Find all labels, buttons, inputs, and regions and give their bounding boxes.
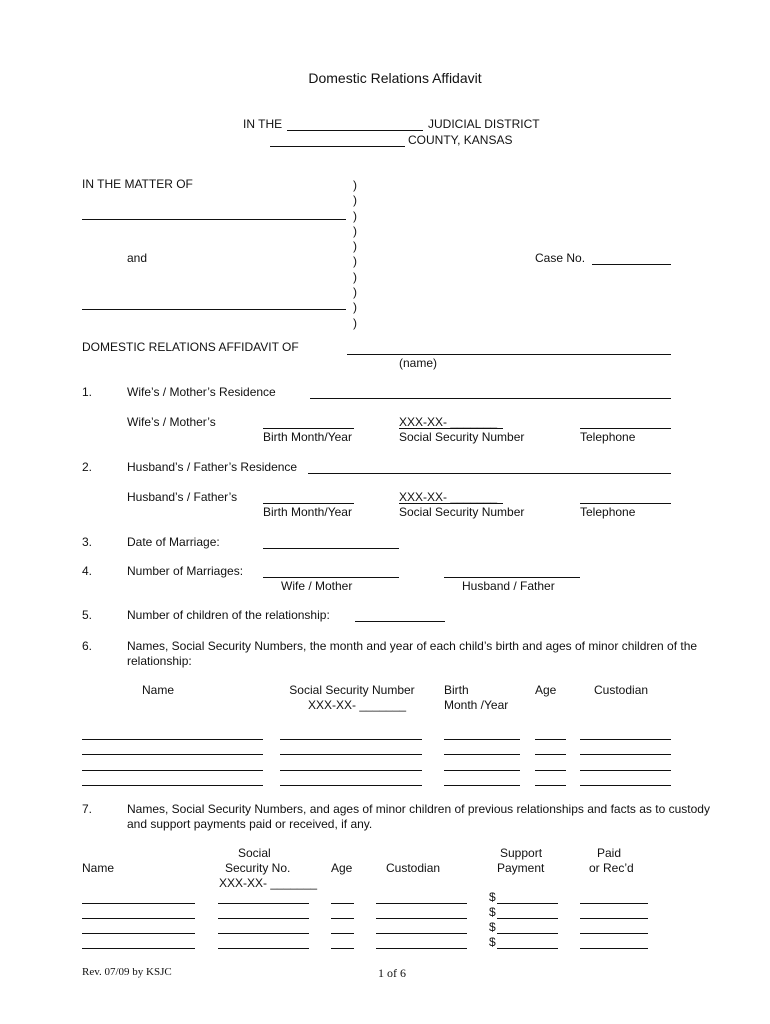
party-one-blank[interactable] [82,219,346,220]
in-the-label: IN THE [243,117,283,131]
wife-mother-label: Wife’s / Mother’s [127,415,216,429]
number-of-children-blank[interactable] [355,621,445,622]
item-3-number: 3. [82,535,93,549]
prev-child-age-blank[interactable] [331,948,354,949]
judicial-district-label: JUDICIAL DISTRICT [428,117,540,131]
date-of-marriage-blank[interactable] [263,548,399,549]
paren: ) [353,254,357,269]
paren: ) [353,285,357,300]
paren: ) [353,223,357,238]
child-name-blank[interactable] [82,754,263,755]
revision-note: Rev. 07/09 by KSJC [82,966,172,978]
child-birth-blank[interactable] [444,754,520,755]
item-6-col-custodian: Custodian [594,683,649,697]
prev-child-name-blank[interactable] [82,903,195,904]
affidavit-of-label: DOMESTIC RELATIONS AFFIDAVIT OF [82,340,299,354]
husband-residence-blank[interactable] [308,473,671,474]
child-custodian-blank[interactable] [580,770,671,771]
item-7-col-paid-1: Paid [597,846,622,860]
prev-child-age-blank[interactable] [331,933,354,934]
item-7-number: 7. [82,802,93,816]
child-custodian-blank[interactable] [580,785,671,786]
husband-birth-caption: Birth Month/Year [263,505,352,519]
prev-child-support-blank[interactable] [497,903,558,904]
item-5-number: 5. [82,608,93,622]
date-of-marriage-label: Date of Marriage: [127,535,220,549]
name-caption: (name) [399,356,438,370]
child-ssn-blank[interactable] [280,754,422,755]
husband-telephone-caption: Telephone [580,505,636,519]
item-7-col-name: Name [82,861,115,875]
item-6-col-ssn: Social Security Number [289,683,415,697]
child-ssn-blank[interactable] [280,770,422,771]
wife-telephone-blank[interactable] [580,428,671,429]
child-birth-blank[interactable] [444,739,520,740]
wife-birth-blank[interactable] [263,428,354,429]
case-no-label: Case No. [535,251,586,265]
item-7-col-custodian: Custodian [386,861,441,875]
judicial-district-blank[interactable] [287,130,423,131]
number-of-children-label: Number of children of the relationship: [127,608,330,622]
prev-child-paid-blank[interactable] [580,918,648,919]
prev-child-paid-blank[interactable] [580,903,648,904]
county-label: COUNTY, KANSAS [408,133,513,147]
item-6-col-name: Name [142,683,175,697]
child-custodian-blank[interactable] [580,739,671,740]
husband-birth-blank[interactable] [263,503,354,504]
husband-telephone-blank[interactable] [580,503,671,504]
paren: ) [353,178,357,192]
item-7-col-paid-2: or Rec’d [589,861,634,875]
item-7-col-support-1: Support [500,846,543,860]
county-blank[interactable] [270,146,405,147]
party-two-blank[interactable] [82,309,346,310]
prev-child-name-blank[interactable] [82,933,195,934]
wife-ssn-underline [399,428,503,429]
item-1-number: 1. [82,385,93,399]
paren: ) [353,193,357,208]
child-age-blank[interactable] [535,739,566,740]
husband-residence-label: Husband’s / Father’s Residence [127,460,298,474]
paren: ) [353,269,357,284]
item-6-col-birth: Birth [444,683,469,697]
prev-child-name-blank[interactable] [82,918,195,919]
prev-child-support-blank[interactable] [497,933,558,934]
item-6-col-month-year: Month /Year [444,698,509,712]
caption-parentheses [353,178,363,331]
and-label: and [127,251,148,265]
husband-marriages-blank[interactable] [444,577,580,578]
husband-ssn-underline [399,503,503,504]
affiant-name-blank[interactable] [347,354,671,355]
dollar-sign: $ [489,890,496,904]
item-4-number: 4. [82,564,93,578]
wife-telephone-caption: Telephone [580,430,636,444]
dollar-sign: $ [489,905,496,919]
child-ssn-blank[interactable] [280,739,422,740]
child-name-blank[interactable] [82,785,263,786]
wife-marriages-caption: Wife / Mother [281,579,353,593]
child-birth-blank[interactable] [444,770,520,771]
dollar-sign: $ [489,935,496,949]
wife-residence-label: Wife’s / Mother’s Residence [127,385,276,399]
prev-child-paid-blank[interactable] [580,948,648,949]
paren: ) [353,300,357,315]
in-the-matter-of-label: IN THE MATTER OF [82,177,193,191]
child-age-blank[interactable] [535,770,566,771]
wife-residence-blank[interactable] [310,398,671,399]
husband-marriages-caption: Husband / Father [462,579,555,593]
item-6-number: 6. [82,639,93,653]
prev-child-age-blank[interactable] [331,903,354,904]
wife-marriages-blank[interactable] [263,577,399,578]
child-name-blank[interactable] [82,739,263,740]
prev-child-age-blank[interactable] [331,918,354,919]
prev-child-support-blank[interactable] [497,948,558,949]
child-custodian-blank[interactable] [580,754,671,755]
prev-child-ssn-blank[interactable] [218,933,309,934]
item-7-col-ssn-3: XXX-XX- _______ [219,876,318,890]
prev-child-ssn-blank[interactable] [218,918,309,919]
child-name-blank[interactable] [82,770,263,771]
wife-ssn-prefix[interactable]: XXX-XX- _______ [399,415,498,429]
item-7-col-age: Age [331,861,353,875]
prev-child-support-blank[interactable] [497,918,558,919]
prev-child-ssn-blank[interactable] [218,948,309,949]
paren: ) [353,208,357,223]
child-ssn-blank[interactable] [280,785,422,786]
item-6-col-ssn-prefix: XXX-XX- _______ [308,698,407,712]
dollar-sign: $ [489,920,496,934]
prev-child-name-blank[interactable] [82,948,195,949]
paren: ) [353,315,357,330]
prev-child-custodian-blank[interactable] [376,933,467,934]
document-title: Domestic Relations Affidavit [308,70,482,86]
item-7-col-support-2: Payment [497,861,545,875]
wife-ssn-caption: Social Security Number [399,430,525,444]
prev-child-custodian-blank[interactable] [376,918,467,919]
prev-child-paid-blank[interactable] [580,933,648,934]
item-7-col-ssn-2: Security No. [225,861,291,875]
number-of-marriages-label: Number of Marriages: [127,564,244,578]
child-age-blank[interactable] [535,754,566,755]
item-2-number: 2. [82,460,93,474]
husband-ssn-prefix[interactable]: XXX-XX- _______ [399,490,498,504]
item-7-col-ssn-1: Social [238,846,271,860]
page-number: 1 of 6 [378,966,406,980]
child-age-blank[interactable] [535,785,566,786]
item-6-col-age: Age [535,683,557,697]
husband-father-label: Husband’s / Father’s [127,490,238,504]
item-7-text: Names, Social Security Numbers, and ages of minor children of previous relationships and facts as to custody and support payments paid or received, if any. [127,802,710,831]
wife-birth-caption: Birth Month/Year [263,430,352,444]
prev-child-custodian-blank[interactable] [376,903,467,904]
paren: ) [353,239,357,254]
child-birth-blank[interactable] [444,785,520,786]
husband-ssn-caption: Social Security Number [399,505,525,519]
item-6-text: Names, Social Security Numbers, the month and year of each child’s birth and ages of minor children of the relationship: [127,639,698,668]
prev-child-custodian-blank[interactable] [376,948,467,949]
case-no-blank[interactable] [592,264,671,265]
prev-child-ssn-blank[interactable] [218,903,309,904]
